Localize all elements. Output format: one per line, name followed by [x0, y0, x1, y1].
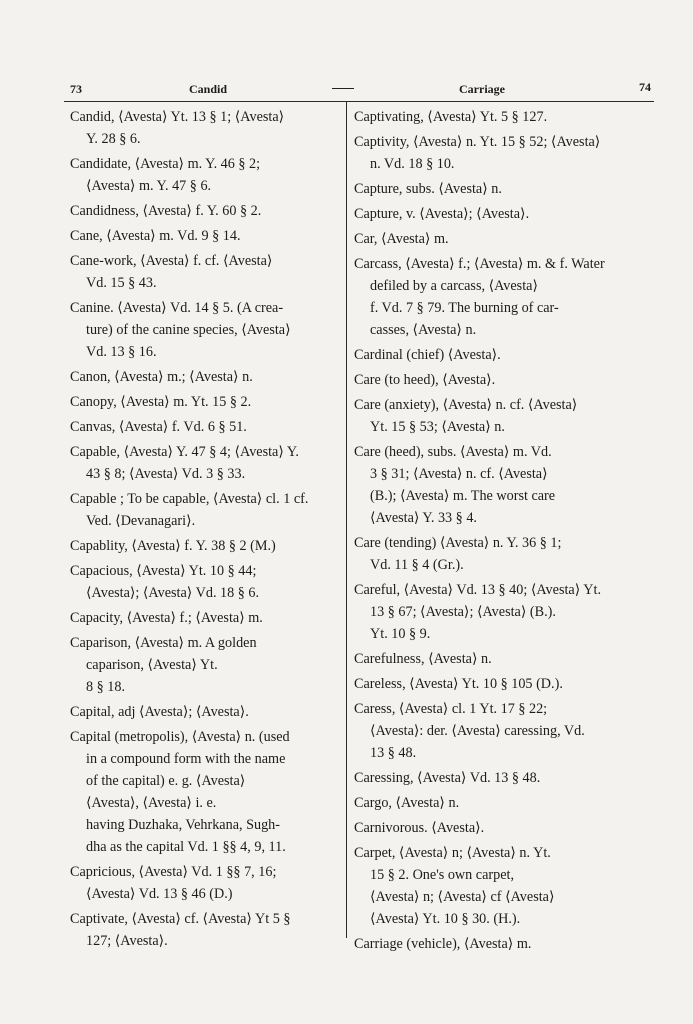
- dictionary-entry: [354, 253, 624, 341]
- entry-continuation-line: casses, ⟨Avesta⟩ n.: [370, 322, 477, 338]
- entry-line: Carpet, ⟨Avesta⟩ n; ⟨Avesta⟩ n. Yt.: [354, 845, 551, 861]
- entry-continuation-line: (B.); ⟨Avesta⟩ m. The worst care: [370, 488, 556, 504]
- entry-continuation-line: ⟨Avesta⟩ Y. 33 § 4.: [370, 510, 477, 526]
- dictionary-entry: [70, 416, 338, 438]
- dictionary-entry: [354, 369, 624, 391]
- entry-continuation-line: f. Vd. 7 § 79. The burning of car-: [370, 300, 559, 316]
- entry-continuation-line: of the capital) e. g. ⟨Avesta⟩: [86, 773, 246, 789]
- dictionary-entry: [354, 933, 624, 955]
- header-dash: [332, 88, 354, 89]
- dictionary-entry: [70, 535, 338, 557]
- dictionary-entry: [354, 842, 624, 930]
- entry-line: Carcass, ⟨Avesta⟩ f.; ⟨Avesta⟩ m. & f. Water: [354, 256, 605, 272]
- dictionary-entry: [354, 698, 624, 764]
- entry-line: Caparison, ⟨Avesta⟩ m. A golden: [70, 635, 257, 651]
- dictionary-entry: [354, 203, 624, 225]
- entry-continuation-line: 8 § 18.: [86, 679, 126, 695]
- entry-line: Capricious, ⟨Avesta⟩ Vd. 1 §§ 7, 16;: [70, 864, 277, 880]
- entry-line: Capacity, ⟨Avesta⟩ f.; ⟨Avesta⟩ m.: [70, 610, 263, 626]
- header-rule: [64, 101, 654, 102]
- dictionary-entry: [70, 908, 338, 952]
- entry-line: Capital (metropolis), ⟨Avesta⟩ n. (used: [70, 729, 290, 745]
- entry-continuation-line: 13 § 67; ⟨Avesta⟩; ⟨Avesta⟩ (B.).: [370, 604, 556, 620]
- dictionary-entry: [70, 200, 338, 222]
- entry-line: Care (heed), subs. ⟨Avesta⟩ m. Vd.: [354, 444, 552, 460]
- entry-line: Canopy, ⟨Avesta⟩ m. Yt. 15 § 2.: [70, 394, 252, 410]
- entry-continuation-line: having Duzhaka, Vehrkana, Sugh-: [86, 817, 280, 833]
- entry-continuation-line: 13 § 48.: [370, 745, 417, 761]
- entry-continuation-line: Ved. ⟨Devanagari⟩.: [86, 513, 196, 529]
- entry-continuation-line: ⟨Avesta⟩, ⟨Avesta⟩ i. e.: [86, 795, 217, 811]
- dictionary-entry: [354, 106, 624, 128]
- entry-line: Carriage (vehicle), ⟨Avesta⟩ m.: [354, 936, 532, 952]
- entry-line: Cardinal (chief) ⟨Avesta⟩.: [354, 347, 501, 363]
- entry-continuation-line: dha as the capital Vd. 1 §§ 4, 9, 11.: [86, 839, 286, 855]
- entry-line: Candidness, ⟨Avesta⟩ f. Y. 60 § 2.: [70, 203, 262, 219]
- dictionary-entry: [70, 153, 338, 197]
- entry-line: Canon, ⟨Avesta⟩ m.; ⟨Avesta⟩ n.: [70, 369, 253, 385]
- dictionary-entry: [354, 767, 624, 789]
- entry-line: Capable, ⟨Avesta⟩ Y. 47 § 4; ⟨Avesta⟩ Y.: [70, 444, 299, 460]
- entry-line: Canvas, ⟨Avesta⟩ f. Vd. 6 § 51.: [70, 419, 247, 435]
- dictionary-entry: [354, 579, 624, 645]
- right-column: [354, 106, 624, 958]
- entry-continuation-line: 43 § 8; ⟨Avesta⟩ Vd. 3 § 33.: [86, 466, 246, 482]
- entry-line: Carefulness, ⟨Avesta⟩ n.: [354, 651, 492, 667]
- dictionary-entry: [70, 250, 338, 294]
- entry-line: Cane-work, ⟨Avesta⟩ f. cf. ⟨Avesta⟩: [70, 253, 273, 269]
- entry-continuation-line: 127; ⟨Avesta⟩.: [86, 933, 168, 949]
- entry-line: Careful, ⟨Avesta⟩ Vd. 13 § 40; ⟨Avesta⟩ Yt.: [354, 582, 601, 598]
- entry-continuation-line: Vd. 13 § 16.: [86, 344, 157, 360]
- dictionary-entry: [70, 726, 338, 858]
- entry-continuation-line: Y. 28 § 6.: [86, 131, 141, 147]
- left-page-number: 73: [70, 82, 82, 96]
- dictionary-entry: [70, 560, 338, 604]
- entry-continuation-line: ⟨Avesta⟩ Yt. 10 § 30. (H.).: [370, 911, 521, 927]
- dictionary-entry: [70, 701, 338, 723]
- dictionary-entry: [354, 673, 624, 695]
- left-running-headword: Candid: [189, 82, 228, 96]
- dictionary-entry: [70, 632, 338, 698]
- entry-line: Carnivorous. ⟨Avesta⟩.: [354, 820, 485, 836]
- entry-line: Candidate, ⟨Avesta⟩ m. Y. 46 § 2;: [70, 156, 261, 172]
- dictionary-entry: [354, 792, 624, 814]
- entry-continuation-line: ⟨Avesta⟩ n; ⟨Avesta⟩ cf ⟨Avesta⟩: [370, 889, 555, 905]
- entry-line: Capture, v. ⟨Avesta⟩; ⟨Avesta⟩.: [354, 206, 530, 222]
- running-header: [64, 80, 651, 100]
- entry-continuation-line: caparison, ⟨Avesta⟩ Yt.: [86, 657, 218, 673]
- dictionary-entry: [354, 648, 624, 670]
- entry-continuation-line: ture) of the canine species, ⟨Avesta⟩: [86, 322, 291, 338]
- entry-line: Car, ⟨Avesta⟩ m.: [354, 231, 449, 247]
- entry-line: Cargo, ⟨Avesta⟩ n.: [354, 795, 460, 811]
- entry-line: Capable ; To be capable, ⟨Avesta⟩ cl. 1 cf.: [70, 491, 309, 507]
- entry-continuation-line: 15 § 2. One's own carpet,: [370, 867, 515, 883]
- column-divider: [346, 102, 347, 938]
- left-column: [70, 106, 338, 955]
- dictionary-entry: [354, 344, 624, 366]
- entry-line: Cane, ⟨Avesta⟩ m. Vd. 9 § 14.: [70, 228, 241, 244]
- right-running-headword: Carriage: [459, 82, 505, 96]
- dictionary-entry: [354, 228, 624, 250]
- dictionary-entry: [354, 532, 624, 576]
- entry-continuation-line: Yt. 15 § 53; ⟨Avesta⟩ n.: [370, 419, 505, 435]
- entry-continuation-line: Yt. 10 § 9.: [370, 626, 431, 642]
- dictionary-entry: [354, 394, 624, 438]
- entry-continuation-line: ⟨Avesta⟩: der. ⟨Avesta⟩ caressing, Vd.: [370, 723, 585, 739]
- dictionary-entry: [70, 225, 338, 247]
- entry-continuation-line: Vd. 11 § 4 (Gr.).: [370, 557, 464, 573]
- dictionary-entry: [354, 178, 624, 200]
- entry-line: Capacious, ⟨Avesta⟩ Yt. 10 § 44;: [70, 563, 257, 579]
- dictionary-entry: [70, 441, 338, 485]
- entry-continuation-line: ⟨Avesta⟩ Vd. 13 § 46 (D.): [86, 886, 233, 902]
- entry-continuation-line: Vd. 15 § 43.: [86, 275, 157, 291]
- entry-line: Care (anxiety), ⟨Avesta⟩ n. cf. ⟨Avesta⟩: [354, 397, 578, 413]
- entry-continuation-line: ⟨Avesta⟩ m. Y. 47 § 6.: [86, 178, 212, 194]
- dictionary-entry: [70, 297, 338, 363]
- entry-line: Care (tending) ⟨Avesta⟩ n. Y. 36 § 1;: [354, 535, 562, 551]
- dictionary-entry: [70, 106, 338, 150]
- entry-continuation-line: ⟨Avesta⟩; ⟨Avesta⟩ Vd. 18 § 6.: [86, 585, 260, 601]
- dictionary-entry: [70, 861, 338, 905]
- right-page-number: 74: [639, 80, 651, 94]
- entry-continuation-line: 3 § 31; ⟨Avesta⟩ n. cf. ⟨Avesta⟩: [370, 466, 548, 482]
- dictionary-entry: [354, 131, 624, 175]
- entry-line: Caress, ⟨Avesta⟩ cl. 1 Yt. 17 § 22;: [354, 701, 548, 717]
- entry-line: Care (to heed), ⟨Avesta⟩.: [354, 372, 496, 388]
- dictionary-entry: [70, 607, 338, 629]
- entry-line: Capture, subs. ⟨Avesta⟩ n.: [354, 181, 502, 197]
- entry-line: Candid, ⟨Avesta⟩ Yt. 13 § 1; ⟨Avesta⟩: [70, 109, 285, 125]
- dictionary-entry: [70, 488, 338, 532]
- entry-line: Captivity, ⟨Avesta⟩ n. Yt. 15 § 52; ⟨Avesta⟩: [354, 134, 601, 150]
- entry-continuation-line: in a compound form with the name: [86, 751, 286, 767]
- entry-line: Captivating, ⟨Avesta⟩ Yt. 5 § 127.: [354, 109, 548, 125]
- dictionary-entry: [354, 817, 624, 839]
- dictionary-entry: [70, 391, 338, 413]
- entry-line: Canine. ⟨Avesta⟩ Vd. 14 § 5. (A crea-: [70, 300, 284, 316]
- entry-line: Careless, ⟨Avesta⟩ Yt. 10 § 105 (D.).: [354, 676, 563, 692]
- entry-line: Captivate, ⟨Avesta⟩ cf. ⟨Avesta⟩ Yt 5 §: [70, 911, 291, 927]
- dictionary-entry: [354, 441, 624, 529]
- entry-line: Capital, adj ⟨Avesta⟩; ⟨Avesta⟩.: [70, 704, 249, 720]
- entry-continuation-line: defiled by a carcass, ⟨Avesta⟩: [370, 278, 538, 294]
- dictionary-entry: [70, 366, 338, 388]
- entry-line: Caressing, ⟨Avesta⟩ Vd. 13 § 48.: [354, 770, 541, 786]
- entry-continuation-line: n. Vd. 18 § 10.: [370, 156, 455, 172]
- entry-line: Capablity, ⟨Avesta⟩ f. Y. 38 § 2 (M.): [70, 538, 276, 554]
